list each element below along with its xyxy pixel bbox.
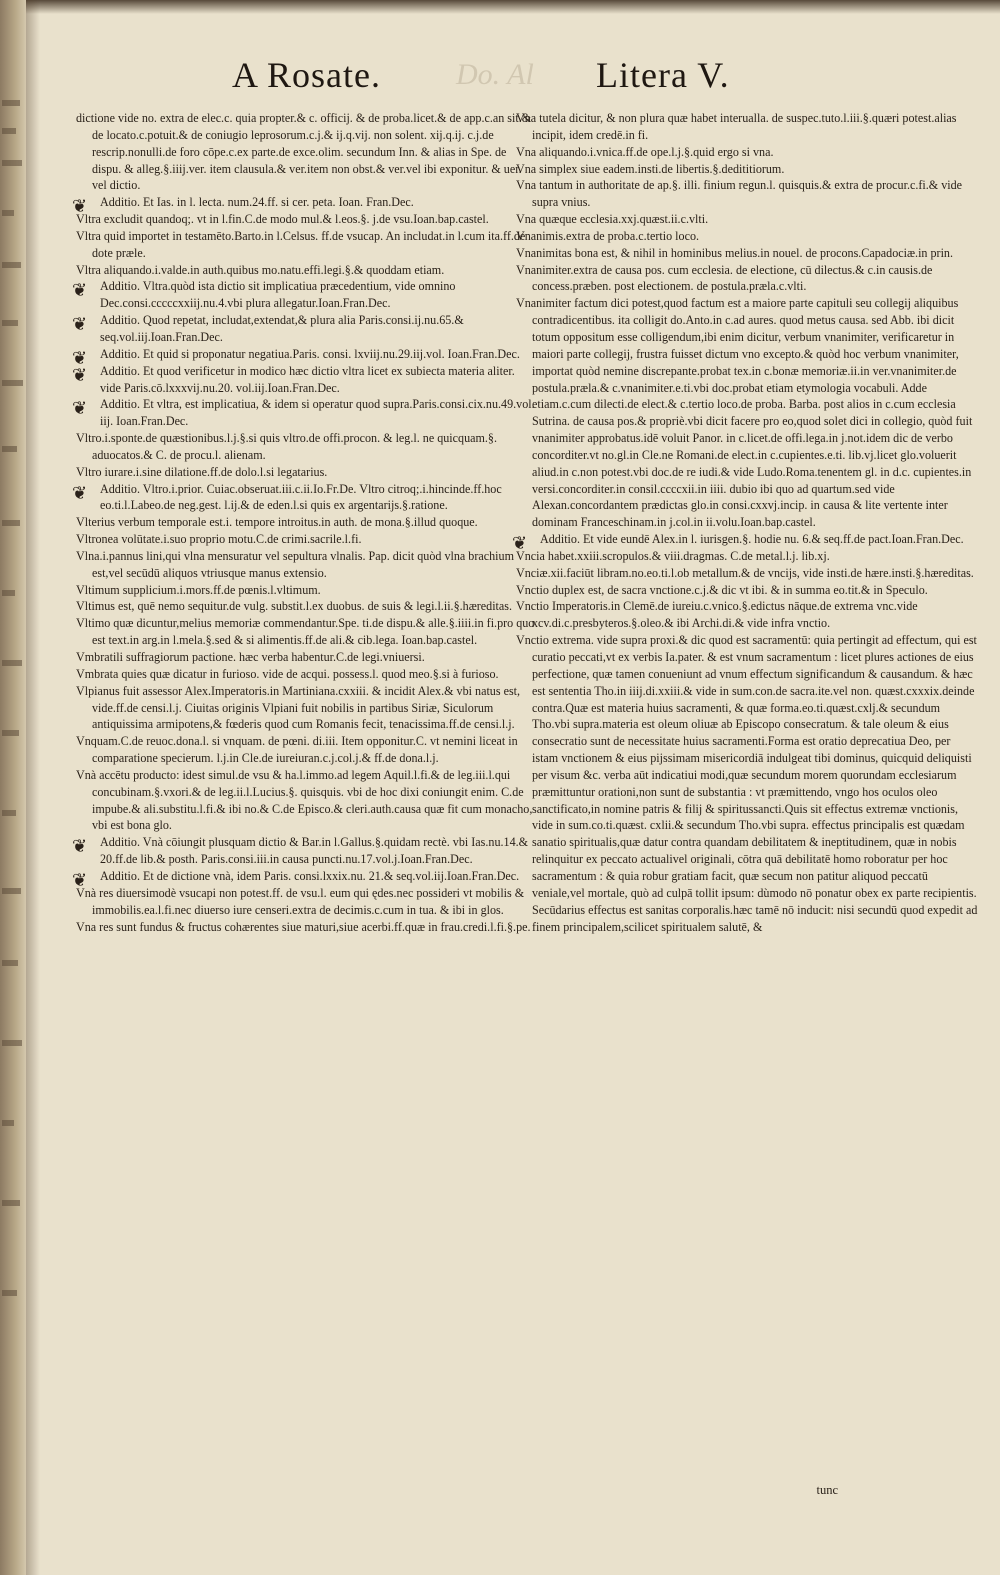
lemma-entry: Vnà res diuersimodè vsucapi non potest.ff. de vsu.l. eum qui ędes.nec possideri vt mobilis & immobilis.ea.l.fi.nec diuerso iure censeri.extra de decimis.c.cum in tua. & ibi in glos. [76, 885, 525, 917]
addition-note: ❦ Additio. Vltro.i.prior. Cuiac.obseruat.iii.c.ii.Io.Fr.De. Vltro citroq;.i.hincinde.ff.hoc eo.ti.l.Labeo.de neg.gest. l.ij.& de eden.l.si quis ex argentarijs.§.ratione. [76, 481, 538, 515]
addition-note: ❦ Additio. Et quid si proponatur negatiua.Paris. consi. lxviij.nu.29.iij.vol. Ioan.Fran.Dec. [76, 346, 538, 363]
catchword: tunc [816, 1483, 838, 1497]
addition-note: ❦ Additio. Et Ias. in l. lecta. num.24.ff. si cer. peta. Ioan. Fran.Dec. [76, 194, 538, 211]
lemma-entry: Vna quæque ecclesia.xxj.quæst.ii.c.vlti. [516, 212, 709, 227]
lemma-entry: Vmbrata quies quæ dicatur in furioso. vide de acqui. possess.l. quod meo.§.si à furioso. [76, 666, 499, 681]
lemma-entry: Vnciæ.xii.faciūt libram.no.eo.ti.l.ob metallum.& de vncijs, vide insti.de hære.insti.§.hæreditas. [516, 565, 974, 580]
addition-note: ❦ Additio. Et vide eundē Alex.in l. iurisgen.§. hodie nu. 6.& seq.ff.de pact.Ioan.Fran.Dec. [516, 531, 978, 548]
lemma-entry: Vlna.i.pannus lini,qui vlna mensuratur vel sepultura vlnalis. Pap. dicit quòd vlna brachium est,vel secūdū aliquos vtriusque manus extensio. [76, 548, 514, 580]
lemma-entry: Vnanimiter.extra de causa pos. cum ecclesia. de electione, cū dilectus.& c.in causis.de concess.præben. post electionem. de postula.præla.c.vlti. [516, 262, 933, 294]
addition-note: ❦ Additio. Vltra.quòd ista dictio sit implicatiua præcedentium, vide omnino Dec.consi.cccccxxiij.nu.4.vbi plura allegatur.Ioan.Fran.Dec. [76, 278, 538, 312]
addition-note: ❦ Additio. Quod repetat, includat,extendat,& plura alia Paris.consi.ij.nu.65.& seq.vol.iij.Ioan.Fran.Dec. [76, 312, 538, 346]
lemma-entry: Vna res sunt fundus & fructus cohærentes siue maturi,siue acerbi.ff.quæ in frau.credi.l.fi.§.pe. [76, 919, 531, 934]
lemma-entry: Vltro.i.sponte.de quæstionibus.l.j.§.si quis vltro.de offi.procon. & leg.l. ne quicquam.§. aduocatos.& C. de procu.l. alienam. [76, 431, 498, 462]
addition-note: ❦ Additio. Et de dictione vnà, idem Paris. consi.lxxix.nu. 21.& seq.vol.iij.Ioan.Fran.Dec. [76, 868, 538, 885]
left-column [76, 110, 538, 935]
lemma-entry: Vmbratili suffragiorum pactione. hæc verba habentur.C.de legi.vniuersi. [76, 650, 425, 664]
lemma-entry: dictione vide no. extra de elec.c. quia propter.& c. officij. & de proba.licet.& de app.c.an sit.& de locato.c.potuit.& de coniugio leprosorum.c.j.& ij.q.vij. non solent. xij.q.ij. c.j.de rescrip.nonulli.de foro cōpe.c.ex parte.de exce.olim. secundum Inn. & alias in Spe. de dispu. & alleg.§.iiij.ver. item clausula.& ver.item non obst.& ver.vel ibi exponitur. & uer. vel dictio. [76, 111, 532, 193]
running-head-showthrough: Do. Al [456, 58, 534, 91]
lemma-entry: Vnà accētu producto: idest simul.de vsu & ha.l.immo.ad legem Aquil.l.fi.& de leg.iii.l.qui concubinam.§.vxori.& de leg.ii.l.Lucius.§. quisquis. vbi de hoc dixi coniungit enim. C.de impube.& ali.substitu.l.fi.& ibi no.& C.de Episco.& cleri.auth.causa quæ fit cum monacho, vbi est bona glo. [76, 767, 533, 833]
lemma-entry: Vna aliquando.i.vnica.ff.de ope.l.j.§.quid ergo si vna. [516, 144, 774, 159]
lemma-entry: Vnanimitas bona est, & nihil in hominibus melius.in nouel. de procons.Capadociæ.in prin. [516, 245, 954, 260]
lemma-entry: Vltimo quæ dicuntur,melius memoriæ commendantur.Spe. ti.de dispu.& alle.§.iiii.in fi.pro quo est text.in arg.in l.mela.§.sed & si alimentis.ff.de ali.& cib.lega. Ioan.bap.castel. [76, 616, 535, 648]
running-head [36, 54, 986, 110]
lemma-entry: Vnctio duplex est, de sacra vnctione.c.j.& dic vt ibi. & in summa eo.tit.& in Speculo. [516, 582, 928, 597]
lemma-entry: Vlterius verbum temporale est.i. tempore introitus.in auth. de mona.§.illud quoque. [76, 515, 478, 530]
addition-note: ❦ Additio. Et vltra, est implicatiua, & idem si operatur quod supra.Paris.consi.cix.nu.49.vol. iij. Ioan.Fran.Dec. [76, 396, 538, 430]
lemma-entry: Vltimum supplicium.i.mors.ff.de pœnis.l.vltimum. [76, 582, 321, 597]
addition-note: ❦ Additio. Vnà cōiungit plusquam dictio & Bar.in l.Gallus.§.quidam rectè. vbi Ias.nu.14.& 20.ff.de lib.& posth. Paris.consi.iii.in causa puncti.nu.17.vol.j.Ioan.Fran.Dec. [76, 834, 538, 868]
right-column [516, 110, 978, 935]
page-top-edge [26, 0, 1000, 14]
lemma-entry: Vnanimis.extra de proba.c.tertio loco. [516, 228, 700, 243]
book-page [36, 14, 986, 1564]
lemma-entry: Vna tantum in authoritate de ap.§. illi. finium regun.l. quisquis.& extra de procur.c.fi.& vide supra vnius. [516, 178, 963, 210]
lemma-entry: Vnanimiter factum dici potest,quod factum est a maiore parte capituli seu collegij aliquibus contradicentibus. ita colligit do.Anto.in c.ad aures. quod metus causa. sed Abb. ibi dicit totum oppositum esse colligendum,ibi enim dicitur, verbum vnanimiter, verificaretur in maiori parte collegij, frustra fuisset dictum vno excepto.& quòd hoc verbum vnanimiter, importat quòd nemine discrepante.probat tex.in c.bonæ memoriæ.ii.in ver.vnanimiter.de postula.præla.& c.vnanimiter.e.ti.vbi doc.probat etiam etymologia vocabuli. Adde etiam.c.cum dilecti.de elect.& c.tertio loco.de proba. Barba. post alios in c.cum ecclesia Sutrina. de causa pos.& propriè.vbi dicit facere pro eo,quod solet dici in collegio, quòd fuit vnanimiter approbatus.idē voluit Panor. in c.licet.de offi.lega.in j.not.idem dic de verbo concorditer.vt no.gl.in Cle.ne Romani.de elect.in c.cupientes.e.ti. lib.vj.licet glo.voluerit aliud.in c.non potest.vbi doc.de re iudi.& vide Ludo.Roma.tenentem gl. in d.c. cupientes.in versi.concorditer.in consil.ccccxii.in iiii. dubio ibi quo ad quartum.sed vide Alexan.concordantem prædictas glo.in consi.cxxvj.incip. in causa & lite vertente inter dominam Franceschinam.in j.col.in ii.volu.Ioan.bap.castel. [516, 296, 973, 530]
lemma-entry: Vnquam.C.de reuoc.dona.l. si vnquam. de pœni. di.iii. Item opponitur.C. vt nemini liceat in comparatione specierum. l.j.in Cle.de iureiuran.c.j.col.j.& ff.de dona.l.j. [76, 734, 518, 766]
lemma-entry: Vna tutela dicitur, & non plura quæ habet interualla. de suspec.tuto.l.iii.§.quæri potest.alias incipit, idem credē.in fi. [516, 111, 957, 142]
lemma-entry: Vltro iurare.i.sine dilatione.ff.de dolo.l.si legatarius. [76, 464, 328, 479]
lemma-entry: Vlpianus fuit assessor Alex.Imperatoris.in Martiniana.cxxiii. & incidit Alex.& vbi natus est, vide.ff.de censi.l.j. Ciuitas originis Vlpiani fuit nobilis in partibus Siriæ, Siculorum antiquissima armipotens,& fœderis quod cum Romanis fecit, tenacissima.ff.de censi.l.j. [76, 683, 521, 732]
lemma-entry: Vltra aliquando.i.valde.in auth.quibus mo.natu.effi.legi.§.& quoddam etiam. [76, 262, 445, 277]
lemma-entry: Vnctio extrema. vide supra proxi.& dic quod est sacramentū: quia pertingit ad effectum, qui est curatio peccati,vt ex verbis Ia.pater. & est vnum sacramentum : licet plures actiones de eius perfectione, quæ tamen conueniunt ad vnum effectum significandum & causandum. & hæc est sententia Tho.in iiij.di.xxiii.& vide in sum.con.de sacra.ite.vel non. quæst.cxxxix.deinde contra.Quæ est materia huius sacramenti, & quæ forma.eo.ti.quæst.cxlj.& secundum Tho.vbi supra.materia est oleum oliuæ ab Episcopo consecratum. & tale oleum & eius consecratio sunt de necessitate huius sacramenti.Forma est oratio deprecatiua Deo, per istam vnctionem & eius pijssimam misericordiā indulgeat tibi dominus, quicquid deliquisti per visum &c. verba aūt indicatiui modi,quæ secundum morem quorundam ecclesiarum præmittuntur orationi,non sunt de substantia : vt præmittendo, vngo hos oculos oleo sanctificato,in nomine patris & filij & spiritussancti.Quis sit effectus extremæ vnctionis, vide in sum.co.ti.quæst. cxlii.& secundum Tho.vbi supra. effectus principalis est quædam sanatio spiritualis,quæ datur contra quandam debilitatem & ineptitudinem, quæ in nobis relinquitur ex peccato actualivel originali, cōtra quā debilitatē homo roboratur per hoc sacramentum : & quia robur gratiam facit, quæ secum non patitur aliquod peccatū veniale,vel mortale, quò ad culpā tollit ipsum: dùmodo nō ponatur obex ex parte recipientis. Secūdarius effectus est sanitas corporalis.hæc tamē nō inducit: nisi secundū quod expedit ad finem principalem,scilicet spiritualem salutē, & [516, 633, 978, 934]
adjacent-page-bleed [0, 0, 26, 1575]
lemma-entry: Vltimus est, quē nemo sequitur.de vulg. substit.l.ex duobus. de suis & legi.l.ii.§.hæreditas. [76, 599, 513, 614]
addition-note: ❦ Additio. Et quod verificetur in modico hæc dictio vltra licet ex subiecta materia aliter. vide Paris.cō.lxxxvij.nu.20. vol.iij.Ioan.Fran.Dec. [76, 363, 538, 397]
running-head-right: Litera V. [596, 55, 730, 95]
running-head-left: A Rosate. [232, 55, 381, 95]
lemma-entry: Vnctio Imperatoris.in Clemē.de iureiu.c.vnico.§.edictus nāque.de extrema vnc.vide xcv.di.c.presbyteros.§.oleo.& ibi Archi.di.& vide infra vnctio. [516, 599, 918, 631]
lemma-entry: Vltra quid importet in testamēto.Barto.in l.Celsus. ff.de vsucap. An includat.in l.cum ita.ff.de dote præle. [76, 228, 526, 260]
lemma-entry: Vncia habet.xxiii.scropulos.& viii.dragmas. C.de metal.l.j. lib.xj. [516, 548, 830, 563]
lemma-entry: Vltra excludit quandoq;. vt in l.fin.C.de modo mul.& l.eos.§. j.de vsu.Ioan.bap.castel. [76, 212, 489, 227]
lemma-entry: Vna simplex siue eadem.insti.de libertis.§.dedititiorum. [516, 161, 785, 176]
lemma-entry: Vltronea volūtate.i.suo proprio motu.C.de crimi.sacrile.l.fi. [76, 532, 362, 547]
